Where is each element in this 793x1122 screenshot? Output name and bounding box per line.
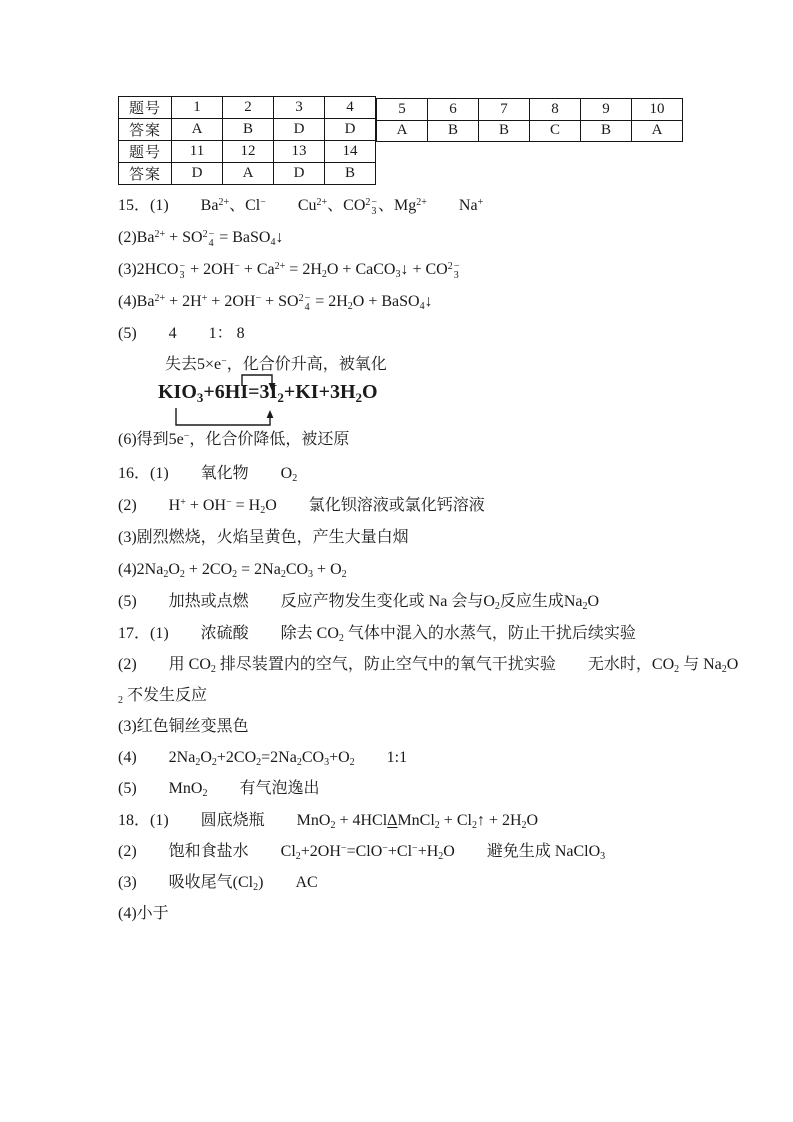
q17-line-3: (3)红色铜丝变黑色 xyxy=(118,718,249,735)
oxidation-label: 失去5×e−，化合价升高，被氧化 xyxy=(165,356,387,373)
answer-cell: 11 xyxy=(172,141,223,163)
answer-cell: C xyxy=(530,120,581,142)
q15-line-5: (5) 4 1： 8 xyxy=(118,325,245,342)
q16-line-3: (3)剧烈燃烧，火焰呈黄色，产生大量白烟 xyxy=(118,529,409,546)
q18-line-4: (4)小于 xyxy=(118,905,169,922)
answer-cell: 题号 xyxy=(119,141,172,163)
answer-cell: 12 xyxy=(223,141,274,163)
answer-cell: D xyxy=(325,119,376,141)
answer-cell: 9 xyxy=(581,99,632,121)
answer-cell: 答案 xyxy=(119,119,172,141)
table-row xyxy=(119,141,376,163)
table-row xyxy=(377,120,683,142)
answer-cell: D xyxy=(274,119,325,141)
q17-line-1: 17．(1) 浓硫酸 除去 $CO_2$ 气体中混入的水蒸气，防止干扰后续实验 xyxy=(118,625,636,644)
answer-cell: 7 xyxy=(479,99,530,121)
q17-line-5: (5) MnO$_2$ 有气泡逸出 xyxy=(118,780,320,799)
q15-line-4: $(4)Ba^{2+} + 2H^+ + 2OH^- + SO^2$ − 4 = $2H_2O$ + BaSO$_4$↓ xyxy=(118,293,433,313)
q17-line-2: (2) 用 $CO_2$ 排尽装置内的空气，防止空气中的氧气干扰实验 无水时，$CO_2$ 与 $Na_2O$ xyxy=(118,656,739,675)
q16-line-5: (5) 加热或点燃 反应产物发生变化或 Na 会与$O_2$反应生成$Na_2O$ xyxy=(118,593,600,612)
electron-transfer-diagram xyxy=(118,355,718,453)
answer-cell: 14 xyxy=(325,141,376,163)
q17-line-2-wrap: $_2$ 不发生反应 xyxy=(118,687,208,706)
answer-cell: A xyxy=(377,120,428,142)
answer-cell: B xyxy=(223,119,274,141)
q18-line-1: 18．(1) 圆底烧瓶 MnO$_2$ + 4HClΔMnCl$_2$ + $Cl_2↑ + 2H_2O$ xyxy=(118,812,539,831)
q18-line-3: (3) 吸收尾气$(Cl_2)$ AC xyxy=(118,874,318,893)
question-18-answers xyxy=(118,810,718,925)
answer-cell: 8 xyxy=(530,99,581,121)
answer-key-tables xyxy=(118,96,718,185)
question-15-answers xyxy=(118,195,718,453)
q15-line-1: 15．(1) $Ba^{2+}$、Cl− $Cu^{2+}$、$CO^2$ − 3 、$Mg^{2+}$ Na+ xyxy=(118,197,484,217)
answer-cell: D xyxy=(172,163,223,185)
answer-cell: 10 xyxy=(632,99,683,121)
answer-table-left xyxy=(118,96,376,185)
answer-cell: 13 xyxy=(274,141,325,163)
table-row xyxy=(377,99,683,121)
answer-cell: 2 xyxy=(223,97,274,119)
q18-line-2: (2) 饱和食盐水 $Cl_2+2OH^-=ClO^-+Cl^-+H_2O$ 避免生成 NaClO$_3$ xyxy=(118,843,606,862)
q17-line-4: (4) $2Na_2O_2+2CO_2=2Na_2CO_3+O_2$ 1:1 xyxy=(118,749,408,768)
answer-cell: 答案 xyxy=(119,163,172,185)
answer-cell: 5 xyxy=(377,99,428,121)
answer-cell: 题号 xyxy=(119,97,172,119)
answer-cell: 6 xyxy=(428,99,479,121)
answer-cell: B xyxy=(428,120,479,142)
q16-line-4: $(4)2Na_2O_2 + 2CO_2 = 2Na_2CO_3 + O_2$ xyxy=(118,561,347,580)
answer-table-right xyxy=(376,98,683,142)
answer-cell: 1 xyxy=(172,97,223,119)
kio3-equation: $KIO_3+6HI=3I_2+KI+3H_2O$ xyxy=(158,381,378,405)
q15-line-2: $(2)Ba^{2+} + SO^2$ − 4 = BaSO$_4$↓ xyxy=(118,229,284,249)
q15-line-3: (3)2HCO − 3 + $2OH^- + Ca^{2+} = 2H_2O$ + CaCO$_3$↓ + $CO^2$ − 3 xyxy=(118,261,460,281)
answer-cell: 3 xyxy=(274,97,325,119)
answer-cell: D xyxy=(274,163,325,185)
answer-cell: A xyxy=(223,163,274,185)
table-row xyxy=(119,119,376,141)
answer-cell: 4 xyxy=(325,97,376,119)
q16-line-1: 16．(1) 氧化物 $O_2$ xyxy=(118,465,298,484)
answer-cell: A xyxy=(632,120,683,142)
answer-cell: B xyxy=(479,120,530,142)
answer-sheet-content xyxy=(118,96,739,934)
table-row xyxy=(119,163,376,185)
question-17-answers xyxy=(118,623,739,800)
answer-cell: B xyxy=(581,120,632,142)
q16-line-2: (2) $H^+ + OH^- = H_2O$ 氯化钡溶液或氯化钙溶液 xyxy=(118,497,485,516)
reduction-label: (6)得到5e−，化合价降低，被还原 xyxy=(118,431,350,448)
table-row xyxy=(119,97,376,119)
question-16-answers xyxy=(118,463,718,613)
answer-cell: B xyxy=(325,163,376,185)
answer-cell: A xyxy=(172,119,223,141)
